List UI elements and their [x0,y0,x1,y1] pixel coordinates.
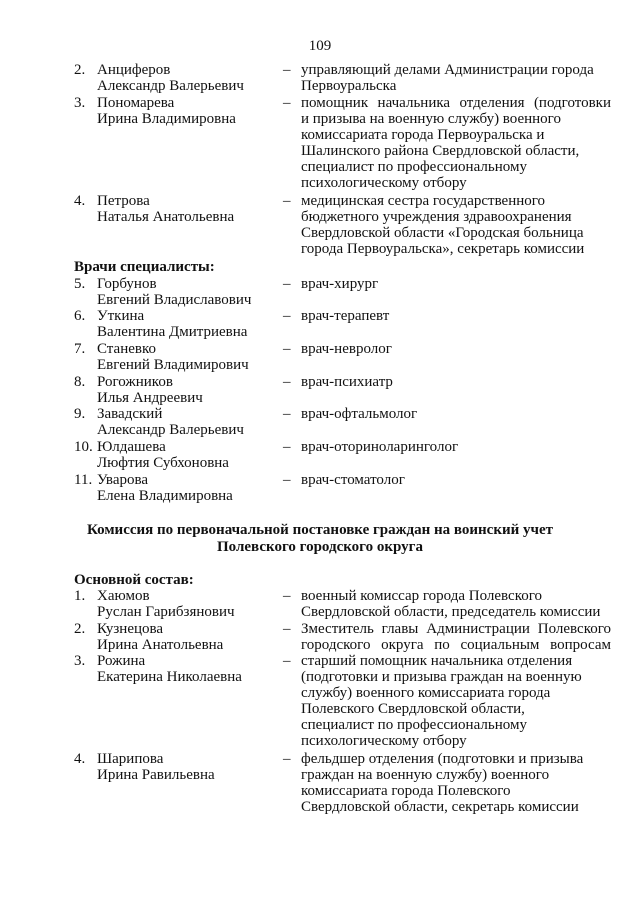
member-surname: Анциферов [97,62,171,78]
dash: – [283,193,291,209]
description-line: военный комиссар города Полевского [301,588,543,604]
member-name [97,276,277,308]
member-name [97,193,277,225]
member-surname: Шарипова [97,751,164,767]
member-given-name: Александр Валерьевич [97,78,244,94]
member-number: 1. [74,588,86,604]
member-number: 3. [74,653,86,669]
member-name [97,374,277,406]
member-description: врач-терапевт [301,308,390,324]
description-line: граждан на военную службу) военного [301,767,550,783]
member-number: 3. [74,95,86,111]
page-number: 109 [308,38,332,54]
member-number: 8. [74,374,86,390]
member-number: 2. [74,62,86,78]
description-line: психологическому отбору [301,733,467,749]
member-number: 2. [74,621,86,637]
member-given-name: Ирина Равильевна [97,767,215,783]
member-name [97,653,277,685]
member-given-name: Елена Владимировна [97,488,233,504]
member-number: 11. [74,472,93,488]
member-surname: Рожина [97,653,146,669]
member-name [97,308,277,340]
member-surname: Юлдашева [97,439,166,455]
member-number: 9. [74,406,86,422]
member-name [97,621,277,653]
member-name [97,95,277,127]
member-description: врач-невролог [301,341,392,357]
description-line: управляющий делами Администрации города [301,62,594,78]
member-description: врач-хирург [301,276,379,292]
dash: – [283,472,291,488]
commission-title-line-1: Комиссия по первоначальной постановке граждан на воинский учет [87,522,553,538]
member-surname: Петрова [97,193,150,209]
description-line: психологическому отбору [301,175,467,191]
member-surname: Станевко [97,341,156,357]
description-line: города Первоуральска», секретарь комиссии [301,241,585,257]
dash: – [283,439,291,455]
member-name [97,588,277,620]
member-name [97,62,277,94]
member-description [301,621,611,653]
member-given-name: Валентина Дмитриевна [97,324,248,340]
description-line: и призыва на военную службу) военного [301,111,561,127]
member-description [301,95,611,191]
description-line: Свердловской области, председатель комиссии [301,604,601,620]
commission-title-line-2: Полевского городского округа [217,539,423,555]
description-line: комиссариата города Первоуральска и [301,127,545,143]
member-given-name: Евгений Владимирович [97,357,249,373]
member-given-name: Люфтия Субхоновна [97,455,229,471]
member-description [301,653,611,749]
main-composition-heading: Основной состав: [74,572,194,588]
dash: – [283,653,291,669]
member-surname: Завадский [97,406,163,422]
member-description: врач-психиатр [301,374,393,390]
member-given-name: Евгений Владиславович [97,292,252,308]
description-line: Зместитель главы Администрации Полевского [301,621,611,637]
dash: – [283,95,291,111]
member-description [301,193,611,257]
description-line: помощник начальника отделения (подготовки [301,95,611,111]
member-description [301,751,611,815]
description-line: службу) военного комиссариата города [301,685,551,701]
member-surname: Горбунов [97,276,157,292]
description-line: Шалинского района Свердловской области, [301,143,580,159]
member-description [301,62,611,94]
member-given-name: Руслан Гарибзянович [97,604,235,620]
description-line: городского округа по социальным вопросам [301,637,611,653]
description-line: Полевского Свердловской области, [301,701,525,717]
member-surname: Уткина [97,308,145,324]
member-number: 4. [74,751,86,767]
member-surname: Рогожников [97,374,173,390]
member-number: 6. [74,308,86,324]
dash: – [283,374,291,390]
member-description: врач-стоматолог [301,472,405,488]
member-number: 7. [74,341,86,357]
member-surname: Кузнецова [97,621,164,637]
description-line: (подготовки и призыва граждан на военную [301,669,582,685]
member-given-name: Ирина Анатольевна [97,637,224,653]
member-name [97,341,277,373]
description-line: комиссариата города Полевского [301,783,511,799]
member-given-name: Екатерина Николаевна [97,669,242,685]
description-line: бюджетного учреждения здравоохранения [301,209,572,225]
member-given-name: Ирина Владимировна [97,111,236,127]
description-line: старший помощник начальника отделения [301,653,573,669]
description-line: фельдшер отделения (подготовки и призыва [301,751,584,767]
member-name [97,751,277,783]
description-line: Первоуральска [301,78,397,94]
dash: – [283,276,291,292]
description-line: Свердловской области «Городская больница [301,225,584,241]
dash: – [283,621,291,637]
member-given-name: Наталья Анатольевна [97,209,235,225]
description-line: Свердловской области, секретарь комиссии [301,799,579,815]
dash: – [283,588,291,604]
member-number: 10. [74,439,93,455]
member-name [97,439,277,471]
member-surname: Хаюмов [97,588,150,604]
member-number: 5. [74,276,86,292]
member-surname: Уварова [97,472,149,488]
member-name [97,406,277,438]
description-line: специалист по профессиональному [301,159,527,175]
member-name [97,472,277,504]
member-given-name: Илья Андреевич [97,390,203,406]
member-given-name: Александр Валерьевич [97,422,244,438]
doctors-heading: Врачи специалисты: [74,259,215,275]
member-number: 4. [74,193,86,209]
member-description: врач-офтальмолог [301,406,418,422]
dash: – [283,341,291,357]
dash: – [283,62,291,78]
dash: – [283,406,291,422]
member-surname: Пономарева [97,95,175,111]
description-line: специалист по профессиональному [301,717,527,733]
description-line: медицинская сестра государственного [301,193,546,209]
member-description [301,588,611,620]
dash: – [283,308,291,324]
dash: – [283,751,291,767]
member-description: врач-оториноларинголог [301,439,459,455]
